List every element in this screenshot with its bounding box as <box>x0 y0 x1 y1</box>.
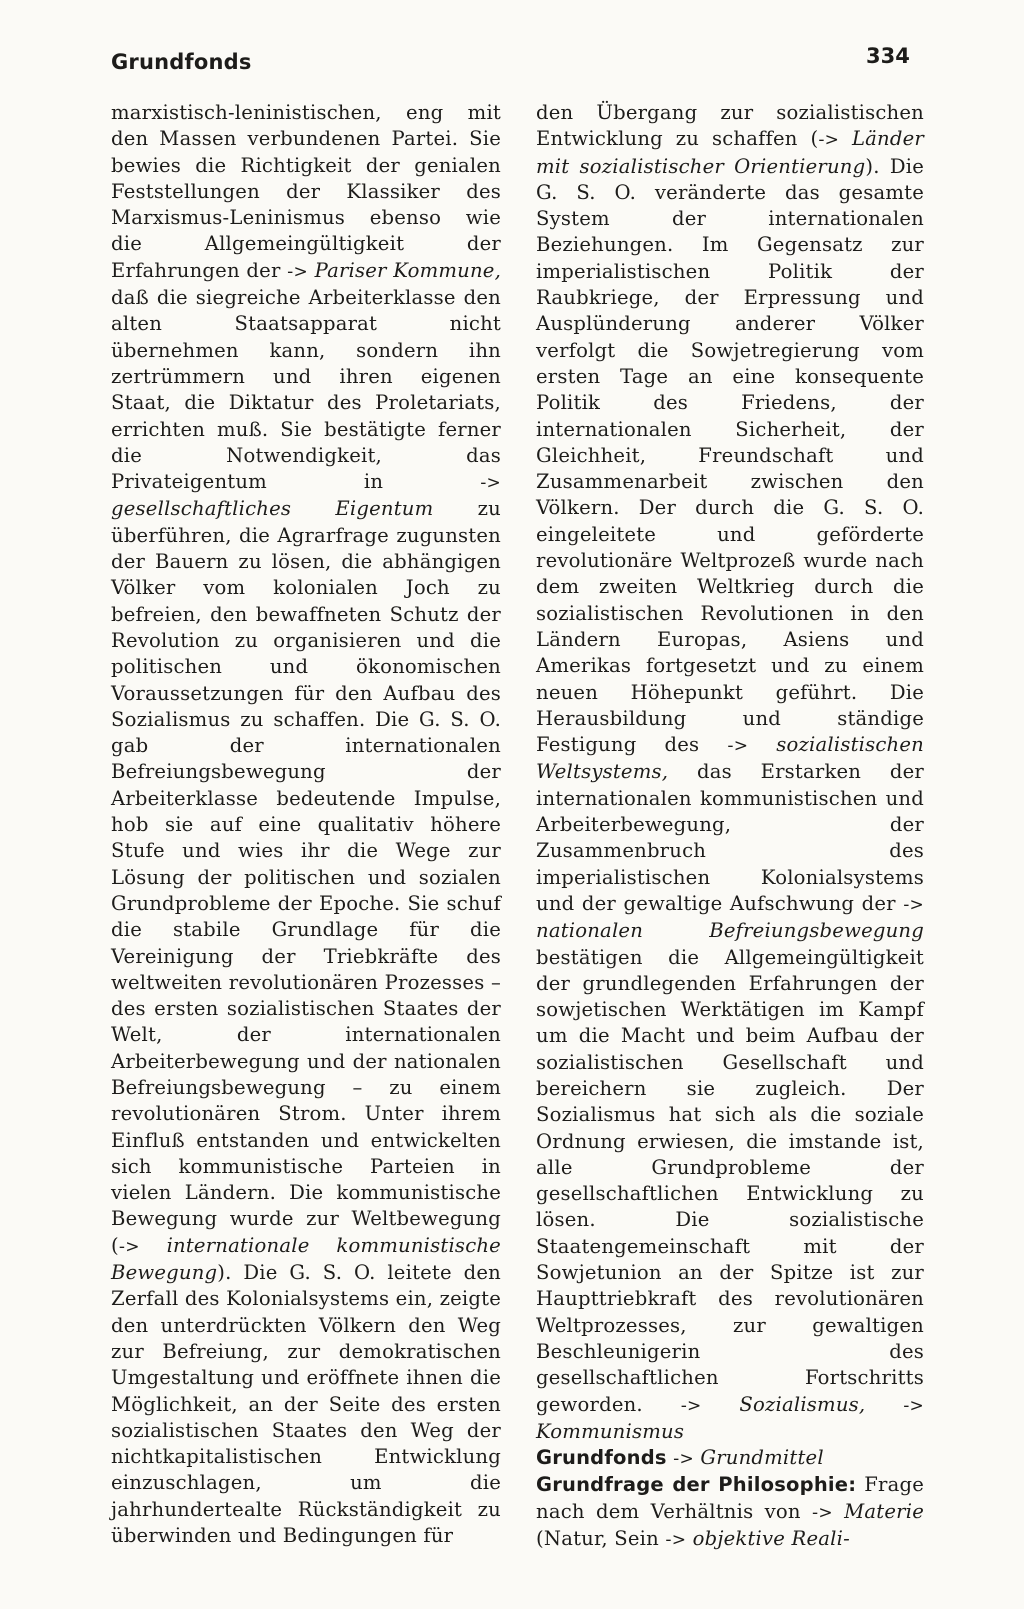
arrow-icon: -> <box>680 1395 702 1416</box>
cross-reference: objektive Reali- <box>692 1527 850 1551</box>
arrow-icon: -> <box>673 1449 694 1470</box>
cross-reference: Länder mit sozialistischer Orientierung <box>536 127 924 178</box>
entry-grundfonds <box>536 1445 924 1472</box>
cross-reference: internationale kommunistische Bewegung <box>111 1233 501 1285</box>
cross-reference: gesellschaftliches Eigentum <box>111 497 434 521</box>
left-column <box>111 100 501 1549</box>
text-run: marxistisch-leninistischen, eng mit den Massen verbundenen Partei. Sie bewies die Richtigkeit der genialen Feststellungen der Klassiker des Marxismus-Leninismus ebenso wie die Allgemeingültigkeit der Erfahrungen der <box>111 101 501 282</box>
text-run: (Natur, Sein <box>536 1527 666 1551</box>
text-run: bestätigen die Allgemeingültigkeit der grundlegenden Erfahrungen der sowjetischen Werktätigen im Kampf um die Macht und beim Aufbau der sozialistischen Gesellschaft und bereichern sie zugleich. Der Sozialismus hat sich als die soziale Ordnung erwiesen, die imstande ist, alle Grundprobleme der gesellschaftlichen Entwicklung zu lösen. Die sozialistische Staatengemeinschaft mit der Sowjetunion an der Spitze ist zur Haupttriebkraft des revolutionären Weltprozesses, zur gewaltigen Beschleunigerin des gesellschaftlichen Fortschritts geworden. <box>536 945 924 1416</box>
article-continuation <box>111 100 501 1549</box>
cross-reference: Kommunismus <box>536 1419 685 1443</box>
cross-reference: Sozialismus, <box>739 1392 866 1416</box>
text-run: das Erstarken der internationalen kommunistischen und Arbeiterbewegung, der Zusammenbruch des imperialistischen Kolonialsystems und der gewaltige Aufschwung der <box>536 760 924 915</box>
cross-reference: Pariser Kommune, <box>314 258 501 282</box>
text-run: daß die siegreiche Arbeiterklasse den alten Staatsapparat nicht übernehmen kann, sondern ihn zertrümmern und ihren eigenen Staat, die Diktatur des Proletariats, errichten muß. Sie bestätigte ferner die Notwendigkeit, das Privateigentum in <box>111 286 501 494</box>
text-run: ). Die G. S. O. veränderte das gesamte System der internationalen Beziehungen. Im Gegensatz zur imperialistischen Politik der Raubkriege, der Erpressung und Ausplünderung anderer Völker verfolgt die Sowjetregierung vom ersten Tage an eine konsequente Politik des Friedens, der internationalen Sicherheit, der Gleichheit, Freundschaft und Zusammenarbeit zwischen den Völkern. Der durch die G. S. O. eingeleitete und geförderte revolutionäre Weltprozeß wurde nach dem zweiten Weltkrieg durch die sozialistischen Revolutionen in den Ländern Europas, Asiens und Amerikas fortgesetzt und zu einem neuen Höhepunkt geführt. Die Herausbildung und ständige Festigung des <box>536 154 924 757</box>
cross-reference: nationalen Befreiungsbewegung <box>536 919 924 943</box>
cross-reference: sozialistischen Weltsystems, <box>536 733 924 784</box>
page-header <box>0 44 1024 90</box>
cross-reference: Materie <box>844 1499 924 1523</box>
arrow-icon: -> <box>903 1395 924 1416</box>
arrow-icon: -> <box>903 894 924 915</box>
entry-grundfrage-der-philosophie <box>536 1472 924 1553</box>
arrow-icon: -> <box>118 1236 140 1257</box>
text-run: zu überführen, die Agrarfrage zugunsten der Bauern zu lösen, die abhängigen Völker vom kolonialen Joch zu befreien, den bewaffneten Schutz der Revolution zu organisieren und die politischen und ökonomischen Voraussetzungen für den Aufbau des Sozialismus zu schaffen. Die G. S. O. gab der internationalen Befreiungsbewegung der Arbeiterklasse bedeutende Impulse, hob sie auf eine qualitativ höhere Stufe und wies ihr die Wege zur Lösung der politischen und sozialen Grundprobleme der Epoche. Sie schuf die stabile Grundlage für die Vereinigung der Triebkräfte des weltweiten revolutionären Prozesses – des ersten sozialistischen Staates der Welt, der internationalen Arbeiterbewegung und der nationalen Befreiungsbewegung – zu einem revolutionären Strom. Unter ihrem Einfluß entstanden und entwickelten sich kommunistische Parteien in vielen Ländern. Die kommunistische Bewegung wurde zur Weltbewegung ( <box>111 497 501 1257</box>
headword: Grundfonds <box>536 1446 667 1470</box>
article-continuation <box>536 100 924 1445</box>
right-column <box>536 100 924 1553</box>
text-run: den Übergang zur sozialistischen Entwicklung zu schaffen ( <box>536 101 924 151</box>
arrow-icon: -> <box>665 1530 687 1551</box>
page-number: 334 <box>866 44 910 68</box>
arrow-icon: -> <box>818 130 840 151</box>
arrow-icon: -> <box>727 736 749 757</box>
cross-reference: Grundmittel <box>700 1446 824 1470</box>
running-head: Grundfonds <box>111 50 252 74</box>
text-run: ). Die G. S. O. leitete den Zerfall des Kolonialsystems ein, zeigte den unterdrückten Völkern den Weg zur Befreiung, zur demokratischen Umgestaltung und eröffnete ihnen die Möglichkeit, an der Seite des ersten sozialistischen Staates den Weg der nichtkapitalistischen Entwicklung einzuschlagen, um die jahrhundertealte Rückständigkeit zu überwinden und Bedingungen für <box>111 1261 501 1548</box>
arrow-icon: -> <box>287 261 308 282</box>
headword: Grundfrage der Philosophie: <box>536 1473 857 1497</box>
text-run: Frage nach dem Verhältnis von <box>536 1473 924 1523</box>
arrow-icon: -> <box>812 1502 833 1523</box>
arrow-icon: -> <box>480 473 501 494</box>
